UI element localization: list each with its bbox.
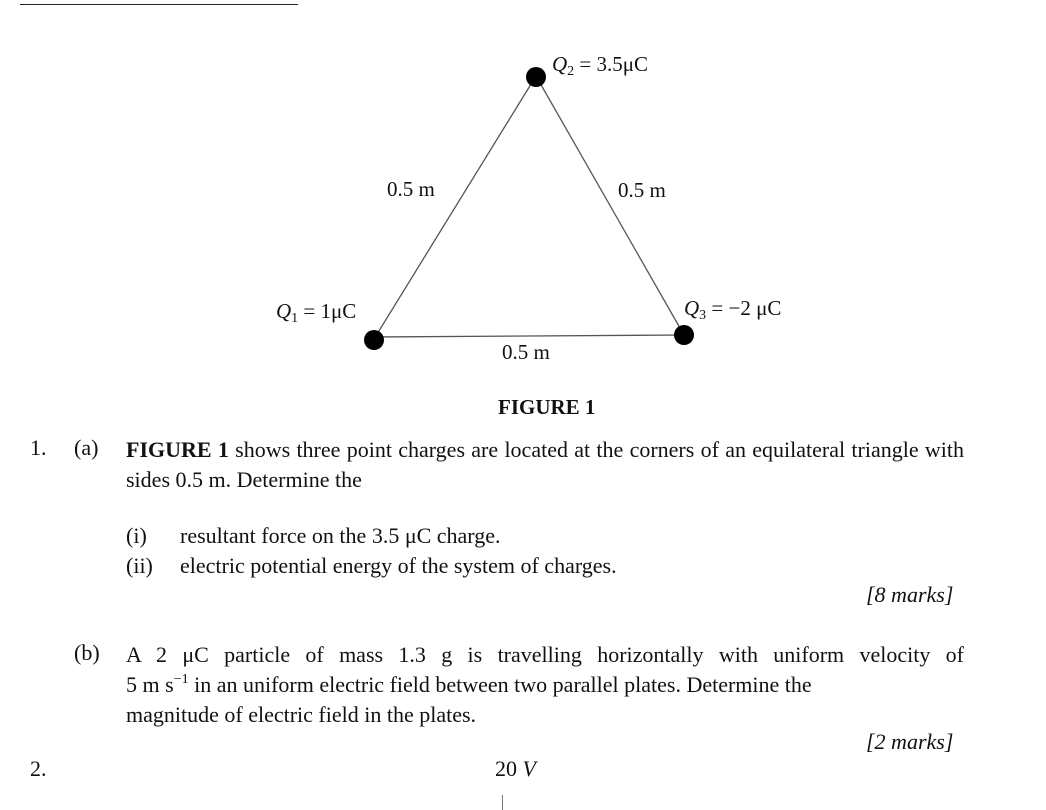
side-right-length: 0.5 m [618, 178, 666, 202]
velocity-value: 5 m s [126, 672, 174, 697]
part-b-line-2 [126, 670, 964, 700]
charge-q1-label [276, 299, 356, 324]
question-2-number: 2. [30, 756, 47, 781]
part-b-line-1: A 2 μC particle of mass 1.3 g is travelling horizontally with uniform velocity of [126, 642, 964, 667]
part-a-body: shows three point charges are located at the corners of an equilateral triangle with sides 0.5 m. Determine the [126, 437, 965, 492]
charge-q2-value: = 3.5μC [574, 52, 649, 76]
charge-q1-value: = 1μC [298, 299, 357, 323]
part-b-label: (b) [74, 640, 100, 665]
part-b-line-2-rest: in an uniform electric field between two parallel plates. Determine the [188, 672, 812, 697]
charge-q2-label [552, 52, 648, 77]
charge-q1-symbol: Q [276, 299, 292, 323]
charge-q3-symbol: Q [684, 296, 700, 320]
figure-caption: FIGURE 1 [498, 395, 596, 419]
part-b-marks: [2 marks] [866, 729, 954, 754]
part-a-figure-ref: FIGURE 1 [126, 437, 229, 462]
charge-q3-subscript: 3 [699, 308, 707, 323]
velocity-exponent: −1 [173, 672, 189, 687]
question-1-number: 1. [30, 435, 47, 460]
side-bottom-length: 0.5 m [502, 340, 550, 364]
circuit-wire-stub [502, 795, 503, 810]
part-a-text [126, 435, 964, 495]
charge-q2-subscript: 2 [567, 64, 575, 79]
subpart-ii-label: (ii) [126, 553, 153, 578]
voltage-value: 20 [495, 756, 523, 781]
subpart-i-label: (i) [126, 523, 147, 548]
charge-q1-dot [364, 330, 384, 350]
triangle-side-bottom [374, 335, 684, 337]
triangle-side-left [374, 76, 536, 339]
voltage-unit: V [522, 756, 536, 781]
charge-q1-subscript: 1 [291, 311, 299, 326]
side-left-length: 0.5 m [387, 177, 435, 201]
triangle-side-right [536, 76, 684, 335]
charge-q3-value: = −2 μC [706, 296, 782, 320]
charge-q2-symbol: Q [552, 52, 568, 76]
charge-q2-dot [526, 67, 546, 87]
voltage-label [495, 756, 536, 782]
charge-q3-dot [674, 325, 694, 345]
subpart-ii-text: electric potential energy of the system of charges. [180, 553, 617, 578]
part-a-marks: [8 marks] [866, 582, 954, 607]
part-a-label: (a) [74, 435, 99, 460]
subpart-i-text: resultant force on the 3.5 μC charge. [180, 523, 501, 548]
part-b-line-3: magnitude of electric field in the plates. [126, 702, 477, 727]
charge-q3-label [684, 296, 781, 321]
